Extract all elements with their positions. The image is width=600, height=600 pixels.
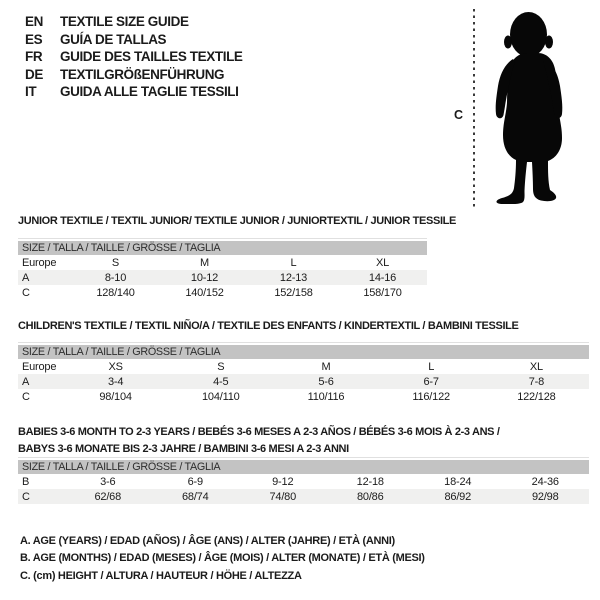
value-cell: 10-12 [190,271,219,284]
babies-table [18,474,589,504]
language-label: GUIDE DES TAILLES TEXTILE [60,49,243,64]
row-label: C [22,490,30,503]
value-cell: 128/140 [96,286,135,299]
value-cell: 3-6 [100,475,116,488]
row-label: A [22,375,30,388]
value-cell: 152/158 [274,286,313,299]
table-row [18,374,589,389]
value-cell: 158/170 [363,286,402,299]
language-code: ES [25,31,43,47]
value-cell: 8-10 [104,271,127,284]
value-cell: 7-8 [528,375,545,388]
language-row [25,83,243,101]
language-header [25,13,243,101]
value-cell: 5-6 [318,375,334,388]
children-size-header-bar [18,342,589,359]
size-cell: M [321,360,331,373]
value-cell: 74/80 [269,490,297,503]
table-row [18,270,427,285]
height-marker-label: C [454,108,464,122]
size-header-label: SIZE / TALLA / TAILLE / GRÖSSE / TAGLIA [18,241,427,255]
table-row [18,389,589,404]
size-header-label: SIZE / TALLA / TAILLE / GRÖSSE / TAGLIA [18,345,589,359]
size-cell: S [217,360,225,373]
language-label: GUÍA DE TALLAS [60,31,167,47]
size-cell: XL [529,360,543,373]
language-code: FR [25,49,43,64]
junior-size-header-bar [18,238,427,255]
table-row [18,474,589,489]
size-cell: L [428,360,435,373]
table-row [18,285,427,300]
value-cell: 110/116 [307,390,345,403]
language-label: TEXTILE SIZE GUIDE [60,14,189,29]
row-label: C [22,390,30,403]
language-code: IT [25,84,37,99]
value-cell: 122/128 [517,390,556,403]
row-label: Europe [22,360,57,373]
height-dotted-line [472,9,476,209]
babies-size-header-bar [18,457,589,474]
legend-line-a: A. AGE (YEARS) / EDAD (AÑOS) / ÂGE (ANS) / ALTER (JAHRE) / ETÀ (ANNI) [20,535,395,547]
row-label: C [22,286,30,299]
size-cell: S [111,256,120,269]
language-row [25,13,243,31]
table-row [18,359,589,374]
babies-table-title [18,424,500,458]
row-label: A [22,271,30,284]
junior-table-title: JUNIOR TEXTILE / TEXTIL JUNIOR/ TEXTILE JUNIOR / JUNIORTEXTIL / JUNIOR TESSILE [18,215,457,227]
value-cell: 80/86 [356,490,384,503]
value-cell: 92/98 [531,490,559,503]
value-cell: 12-18 [356,475,384,488]
row-label: B [22,475,30,488]
language-row [25,31,243,49]
value-cell: 104/110 [202,390,240,403]
size-cell: L [290,256,297,269]
value-cell: 6-7 [423,375,439,388]
language-row [25,66,243,84]
value-cell: 98/104 [99,390,132,403]
language-label: GUIDA ALLE TAGLIE TESSILI [60,84,239,99]
value-cell: 116/122 [412,390,450,403]
table-row [18,255,427,270]
row-label: Europe [22,256,57,269]
size-cell: M [200,256,209,269]
value-cell: 14-16 [368,271,397,284]
value-cell: 9-12 [272,475,294,488]
size-cell: XL [375,256,390,269]
children-table-title: CHILDREN'S TEXTILE / TEXTIL NIÑO/A / TEXTILE DES ENFANTS / KINDERTEXTIL / BAMBINI TESSILE [18,320,519,332]
babies-table-title-line1: BABIES 3-6 MONTH TO 2-3 YEARS / BEBÉS 3-6 MESES A 2-3 AÑOS / BÉBÉS 3-6 MOIS À 2-3 ANS / [18,426,500,438]
table-row [18,489,589,504]
measurement-legend [20,533,425,585]
value-cell: 24-36 [531,475,559,488]
children-table [18,359,589,404]
language-row [25,48,243,66]
value-cell: 62/68 [94,490,122,503]
value-cell: 86/92 [444,490,472,503]
value-cell: 18-24 [444,475,472,488]
value-cell: 4-5 [213,375,229,388]
value-cell: 140/152 [185,286,224,299]
toddler-silhouette-icon [486,11,568,204]
legend-line-c: C. (cm) HEIGHT / ALTURA / HAUTEUR / HÖHE / ALTEZZA [20,569,302,582]
size-cell: XS [108,360,123,373]
language-code: EN [25,14,43,29]
value-cell: 3-4 [107,375,124,388]
language-code: DE [25,66,43,82]
size-header-label: SIZE / TALLA / TAILLE / GRÖSSE / TAGLIA [18,460,589,474]
junior-table [18,255,427,300]
value-cell: 12-13 [279,271,308,284]
legend-line-b: B. AGE (MONTHS) / EDAD (MESES) / ÂGE (MOIS) / ALTER (MONATE) / ETÀ (MESI) [20,552,425,565]
value-cell: 68/74 [181,490,209,503]
babies-table-title-line2: BABYS 3-6 MONATE BIS 2-3 JAHRE / BAMBINI 3-6 MESI A 2-3 ANNI [18,443,349,455]
value-cell: 6-9 [187,475,203,488]
language-label: TEXTILGRÖßENFÜHRUNG [60,66,225,82]
